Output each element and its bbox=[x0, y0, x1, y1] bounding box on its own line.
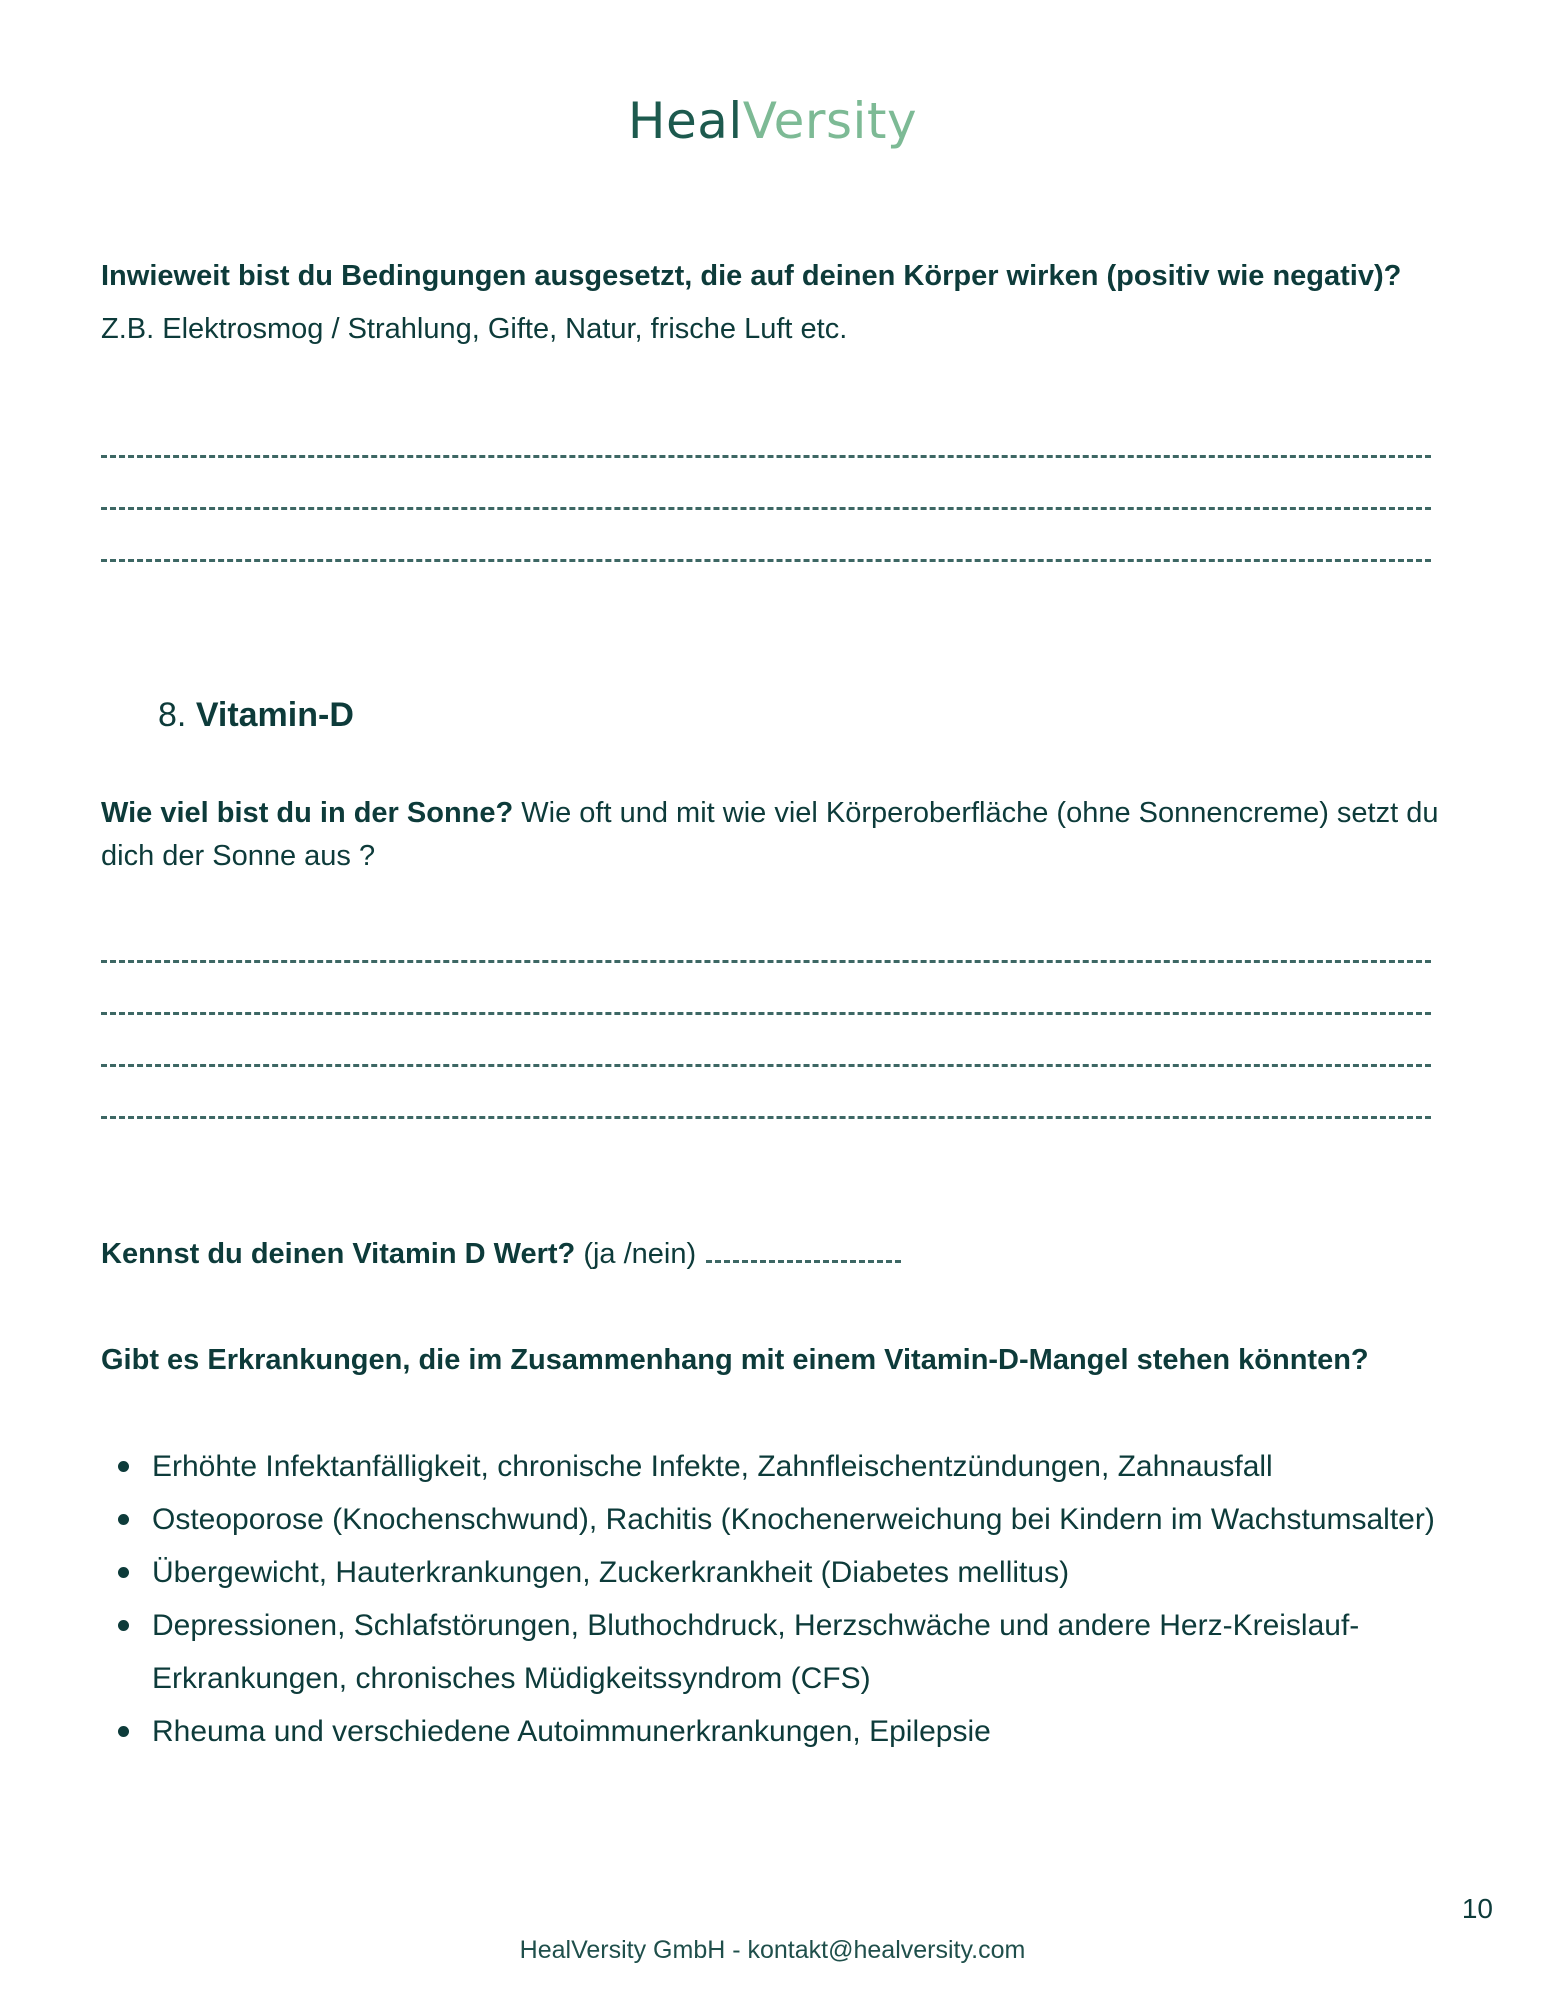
answer-line[interactable] bbox=[101, 1029, 1431, 1081]
section-heading bbox=[158, 690, 354, 740]
logo-part-heal: Heal bbox=[627, 92, 743, 150]
logo-part-versity: Versity bbox=[742, 92, 918, 150]
sun-question-rest: Wie oft und mit wie viel Körperoberfläche (ohne Sonnencreme) setzt du dich der Sonne aus ? bbox=[101, 797, 1439, 872]
answer-line[interactable] bbox=[101, 1081, 1431, 1133]
answer-line[interactable] bbox=[101, 472, 1431, 524]
page-number: 10 bbox=[1461, 1893, 1493, 1924]
list-item: Erhöhte Infektanfälligkeit, chronische Infekte, Zahnfleischentzündungen, Zahnausfall bbox=[101, 1440, 1441, 1493]
section-number: 8. bbox=[158, 696, 187, 734]
section-title: Vitamin-D bbox=[195, 696, 354, 734]
footer-contact: HealVersity GmbH - kontakt@healversity.com bbox=[519, 1936, 1026, 1964]
environment-answer-lines[interactable] bbox=[101, 420, 1431, 576]
sun-question bbox=[101, 792, 1441, 878]
vitamin-d-answer-blank[interactable] bbox=[706, 1240, 901, 1263]
answer-line[interactable] bbox=[101, 925, 1431, 977]
sun-question-bold: Wie viel bist du in der Sonne? bbox=[101, 797, 514, 829]
list-item: Depressionen, Schlafstörungen, Bluthochdruck, Herzschwäche und andere Herz-Kreislauf-Erkrankungen, chronisches Müdigkeitssyndrom (CFS) bbox=[101, 1599, 1441, 1705]
answer-line[interactable] bbox=[101, 420, 1431, 472]
brand-logo bbox=[0, 92, 1545, 150]
environment-question-bold: Inwieweit bist du Bedingungen ausgesetzt, die auf deinen Körper wirken (positiv wie negativ)? bbox=[101, 260, 1402, 292]
list-item: Osteoporose (Knochenschwund), Rachitis (Knochenerweichung bei Kindern im Wachstumsalter) bbox=[101, 1493, 1441, 1546]
vitamin-d-value-question-bold: Kennst du deinen Vitamin D Wert? bbox=[101, 1238, 576, 1270]
diseases-list bbox=[101, 1440, 1441, 1758]
diseases-question bbox=[101, 1334, 1441, 1387]
vitamin-d-value-question bbox=[101, 1228, 1441, 1281]
list-item: Rheuma und verschiedene Autoimmunerkrankungen, Epilepsie bbox=[101, 1705, 1441, 1758]
environment-question-rest: Z.B. Elektrosmog / Strahlung, Gifte, Natur, frische Luft etc. bbox=[101, 313, 848, 345]
diseases-question-text: Gibt es Erkrankungen, die im Zusammenhang mit einem Vitamin-D-Mangel stehen könnten? bbox=[101, 1344, 1369, 1376]
vitamin-d-value-question-rest: (ja /nein) bbox=[575, 1238, 697, 1270]
environment-question bbox=[101, 250, 1441, 356]
answer-line[interactable] bbox=[101, 524, 1431, 576]
list-item: Übergewicht, Hauterkrankungen, Zuckerkrankheit (Diabetes mellitus) bbox=[101, 1546, 1441, 1599]
answer-line[interactable] bbox=[101, 977, 1431, 1029]
sun-answer-lines[interactable] bbox=[101, 925, 1431, 1133]
